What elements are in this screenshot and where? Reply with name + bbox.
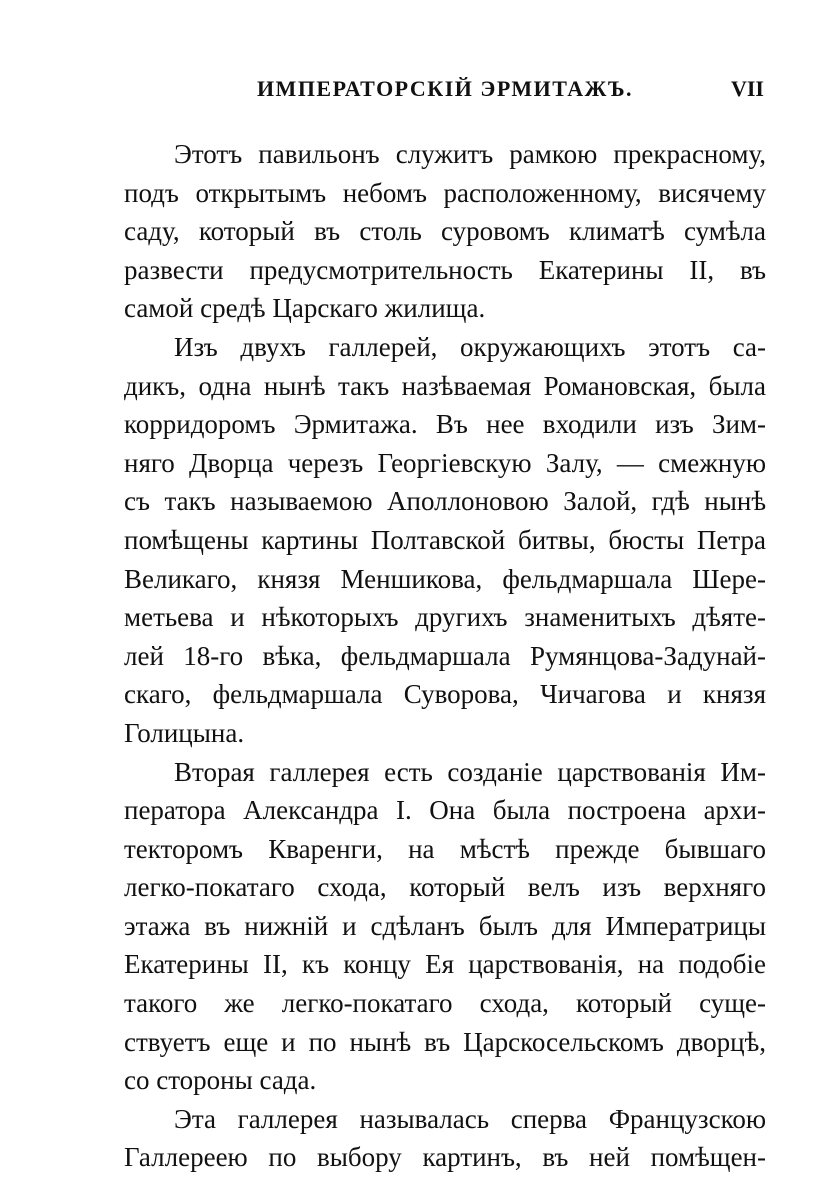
text-line: Голицына. [124,717,245,748]
running-head [124,70,766,106]
text-line: дикъ, одна нынѣ такъ назѣваемая Романовская, была [124,370,766,401]
page-number: VII [730,76,764,101]
text-line: няго Дворца черезъ Георгіевскую Залу, — смежную [124,447,766,478]
text-line: ствуетъ еще и по нынѣ въ Царскосельскомъ дворцѣ, [124,1026,766,1057]
text-line: съ такъ называемою Аполлоновою Залой, гдѣ нынѣ [124,486,766,517]
text-line: ператора Александра I. Она была построена архи- [124,795,766,826]
text-line: этажа въ нижній и сдѣланъ былъ для Императрицы [124,910,766,941]
text-line: Великаго, князя Меншикова, фельдмаршала Шере- [124,563,766,594]
running-title: ИМПЕРАТОРСКІЙ ЭРМИТАЖЪ. [256,76,634,101]
text-line: подъ открытымъ небомъ расположенному, висячему [124,177,766,208]
text-line: текторомъ Кваренги, на мѣстѣ прежде бывшаго [124,833,766,864]
text-line: помѣщены картины Полтавской битвы, бюсты Петра [124,524,766,555]
text-line: самой средѣ Царскаго жилища. [124,293,486,324]
text-line: Этотъ павильонъ служитъ рамкою прекрасному, [174,139,766,169]
body-text [124,135,766,1177]
text-line: Эта галлерея называлась сперва Французскою [174,1103,766,1134]
text-line: скаго, фельдмаршала Суворова, Чичагова и князя [124,679,766,710]
text-line: саду, который въ столь суровомъ климатѣ сумѣла [124,216,766,247]
text-line: такого же легко-покатаго схода, который суще- [124,988,766,1019]
text-line: легко-покатаго схода, который велъ изъ верхняго [124,872,766,903]
text-line: развести предусмотрительность Екатерины II, въ [124,254,766,285]
text-line: Изъ двухъ галлерей, окружающихъ этотъ са- [174,331,766,362]
text-line: со стороны сада. [124,1065,317,1096]
text-line: метьева и нѣкоторыхъ другихъ знаменитыхъ дѣяте- [124,602,766,633]
text-line: лей 18-го вѣка, фельдмаршала Румянцова-Задунай- [124,640,766,671]
text-line: Галлереею по выбору картинъ, въ ней помѣщен- [124,1142,766,1173]
text-line: корридоромъ Эрмитажа. Въ нее входили изъ Зим- [124,409,766,440]
text-line: Вторая галлерея есть созданіе царствованія Им- [174,756,766,787]
text-line: Екатерины II, къ концу Ея царствованія, на подобіе [124,949,766,980]
